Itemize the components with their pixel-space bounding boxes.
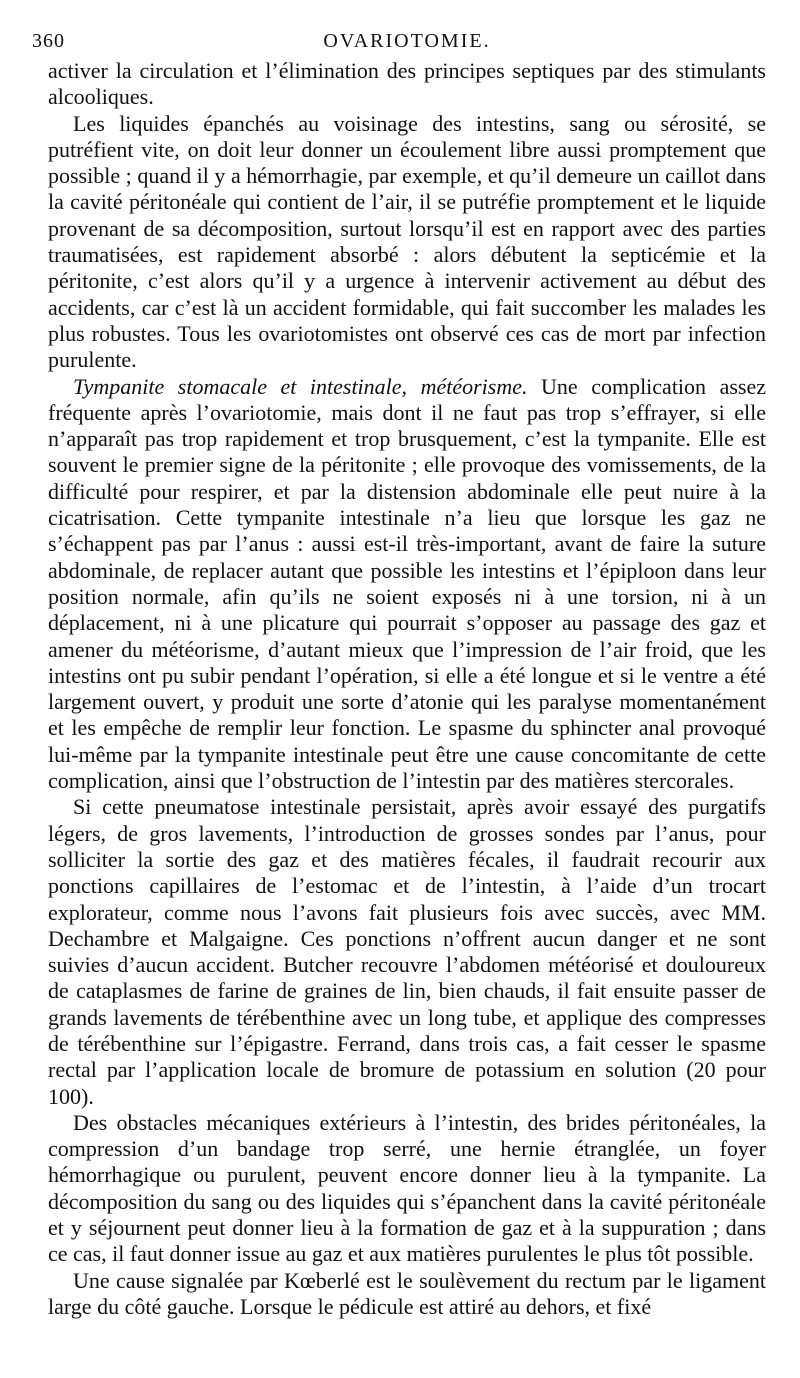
paragraph-obstacles-mecaniques [48,1110,766,1268]
paragraph-tympanite [48,374,766,795]
paragraph-liquides-epanches [48,111,766,374]
paragraph-text: Des obstacles mécaniques extérieurs à l’intestin, des brides péritonéales, la compression d’un bandage trop serré, une hernie étranglée, un foyer hémorrhagique ou purulent, peuvent encore donner lieu à la tympanite. La décomposition du sang ou des liquides qui s’épanchent dans la cavité péritonéale et y séjournent peut donner lieu à la formation de gaz et à la suppuration ; dans ce cas, il faut donner issue au gaz et aux matières purulentes le plus tôt possible. [48,1109,766,1267]
page-header [32,22,766,58]
paragraph-text: Une complication assez fréquente après l’ovariotomie, mais dont il ne faut pas trop s’effrayer, si elle n’apparaît pas trop rapidement et trop brusquement, c’est la tympanite. Elle est souvent le premier signe de la péritonite ; elle provoque des vomissements, de la difficulté pour respirer, et par la distension abdominale elle peut nuire à la cicatrisation. Cette tympanite intestinale n’a lieu que lorsque les gaz ne s’échappent pas par l’anus : aussi est-il très-important, avant de faire la suture abdominale, de replacer autant que possible les intestins et l’épiploon dans leur position normale, afin qu’ils ne soient exposés ni à une torsion, ni à un déplacement, ni à une plicature qui pourrait s’opposer au passage des gaz et amener du météorisme, d’autant mieux que l’impression de l’air froid, que les intestins ont pu subir pendant l’opération, si elle a été longue et si le ventre a été largement ouvert, y produit une sorte d’atonie qui les paralyse momentanément et les empêche de remplir leur fonction. Le spasme du sphincter anal provoqué lui-même par la tympanite intestinale peut être une cause concomitante de cette complication, ainsi que l’obstruction de l’intestin par des matières stercorales. [48,373,766,794]
paragraph-text: Les liquides épanchés au voisinage des intestins, sang ou sérosité, se putréfient vite, on doit leur donner un écoulement libre aussi promptement que possible ; quand il y a hémorrhagie, par exemple, et qu’il demeure un caillot dans la cavité péritonéale qui contient de l’air, il se putréfie promptement et le liquide provenant de sa décomposition, surtout lorsqu’il est en rapport avec des parties traumatisées, est rapidement absorbé : alors débutent la septicémie et la péritonite, c’est alors qu’il y a urgence à intervenir activement au début des accidents, car c’est là un accident formidable, qui fait succomber les malades les plus robustes. Tous les ovariotomistes ont observé ces cas de mort par infection purulente. [48,110,766,373]
paragraph-koeberle [48,1268,766,1321]
page-number: 360 [32,30,65,52]
paragraph-continuation [48,58,766,111]
paragraph-pneumatose [48,794,766,1110]
paragraph-text: Si cette pneumatose intestinale persistait, après avoir essayé des purgatifs légers, de gros lavements, l’introduction de grosses sondes par l’anus, pour solliciter la sortie des gaz et des matières fécales, il faudrait recourir aux ponctions capillaires de l’estomac et de l’intestin, à l’aide d’un trocart explorateur, comme nous l’avons fait plusieurs fois avec succès, avec MM. Dechambre et Malgaigne. Ces ponctions n’offrent aucun danger et ne sont suivies d’aucun accident. Butcher recouvre l’abdomen météorisé et douloureux de cataplasmes de farine de graines de lin, bien chauds, il fait ensuite passer de grands lavements de térébenthine avec un long tube, et applique des compresses de térébenthine sur l’épigastre. Ferrand, dans trois cas, a fait cesser le spasme rectal par l’application locale de bromure de potassium en solution (20 pour 100). [48,794,766,1109]
paragraph-text: activer la circulation et l’élimination des principes septiques par des stimulants alcooliques. [48,58,766,110]
paragraph-text: Une cause signalée par Kœberlé est le soulèvement du rectum par le ligament large du côté gauche. Lorsque le pédicule est attiré au dehors, et fixé [48,1267,766,1319]
running-title: OVARIOTOMIE. [323,30,491,52]
body-text [48,58,766,1320]
section-title: Tympanite stomacale et intestinale, météorisme. [73,373,528,399]
book-page [32,22,766,1320]
